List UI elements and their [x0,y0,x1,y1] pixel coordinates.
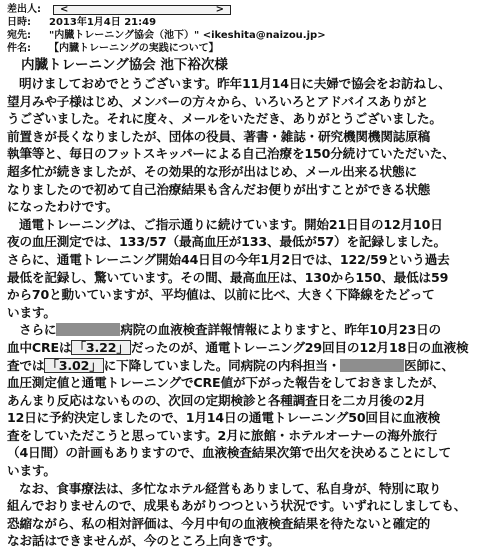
text-line: 夜の血圧測定では、133/57（最高血圧が133、最低が57）を記録しました。 [7,234,447,250]
text-line: なお、食事療法は、多忙なホテル経営もありまして、私自身が、特別に取り [19,480,442,496]
to-row [7,29,474,42]
text-fragment: 査では [7,357,45,373]
cre-value-after: 「3.02」 [46,357,102,373]
text-line: 12日に予約決定しましたので、1月14日の通電トレーニング50回目に血液検 [7,410,441,426]
text-line: 血圧測定値と通電トレーニングでCRE値が下がった報告をしておきましたが、 [7,375,445,391]
text-line: さらに、通電トレーニング開始44日目の今年1月2日では、122/59という過去 [7,251,450,267]
text-line: 通電トレーニングは、ご指示通りに続けています。開始21日目の12月10日 [19,216,443,232]
from-address-redacted: < > [53,5,231,15]
date-label: 日時: [7,17,31,28]
text-line: 査をしていただこうと思っています。2月に旅館・ホテルオーナーの海外旅行 [7,427,438,443]
text-line [7,339,474,357]
text-line: 超多忙が続きましたが、その効果的な形が出はじめ、メール出来る状態に [7,163,417,179]
subject-label: 件名: [7,43,31,54]
date-value: 2013年1月4日 21:49 [49,17,157,28]
text-line: うございました。それに度々、メールをいただき、ありがとうございました。 [7,111,442,127]
text-line: 組んでおりませんので、成果もあがりつつという状況です。いずれにしましても、 [7,498,467,514]
text-line [7,357,474,375]
date-row [7,16,474,29]
text-line: なお話はできませんが、今のところ上向きです。 [7,533,280,549]
text-line: 前置きが長くなりましたが、団体の役員、著書・雑誌・研究機関機関誌原稿 [7,128,431,144]
paragraph-blood-test [7,321,474,479]
doctor-name-redacted [340,359,404,372]
text-line: （4日間）の計画もありますので、血液検査結果次第で出欠を決めることにして [7,445,451,461]
text-fragment: 血中CREは [7,339,72,355]
paragraph-greeting [7,75,474,216]
subject-value: 【内臓トレーニングの実践について】 [49,43,219,54]
text-line: 恐縮ながら、私の相対評価は、今月中旬の血液検査結果を待たないと確定的 [7,515,431,531]
text-line: なりましたので初めて自己治療結果も含んだお便りが出すことができる状態 [7,181,431,197]
salutation: 内臓トレーニング協会 池下裕次様 [21,57,228,73]
text-fragment: だったのが、通電トレーニング29回目の12月18日の血液検 [130,339,469,355]
from-label: 差出人: [7,4,41,15]
text-line: 明けましておめでとうございます。昨年11月14日に夫婦で協会をお訪ねし、 [19,76,451,91]
text-fragment: さらに [19,322,57,338]
to-value: "内臓トレーニング協会（池下）" <ikeshita@naizou.jp> [49,30,326,41]
paragraph-blood-pressure [7,216,474,322]
text-line: います。 [7,463,56,479]
text-fragment: 医師に、 [404,357,454,373]
text-line: あんまり反応はないものの、次回の定期検診と各種調査日を二カ月後の2月 [7,392,426,408]
cre-value-before: 「3.22」 [73,339,129,355]
text-fragment: に下降していました。同病院の内科担当・ [103,357,341,373]
to-label: 宛先: [7,30,31,41]
hospital-name-redacted [56,323,120,336]
text-line: になったわけです。 [7,199,118,215]
text-line: います。 [7,304,56,320]
text-line [7,321,474,339]
from-row [7,3,474,16]
text-fragment: 病院の血液検査詳報情報によりますと、昨年10月23日の [120,322,442,338]
text-line: から70と動いていますが、平均値は、以前に比べ、大きく下降線をたどって [7,287,435,303]
text-line: 望月みや子様はじめ、メンバーの方々から、いろいろとアドバイスありがと [7,93,429,109]
text-line: 最低を記録し、驚いています。その間、最高血圧は、130から150、最低は59 [7,269,449,285]
text-line: 執筆等と、毎日のフットスキッパーによる自己治療を150分続けていただいた、 [7,146,455,162]
subject-row [7,42,474,55]
paragraph-diet [7,480,474,550]
